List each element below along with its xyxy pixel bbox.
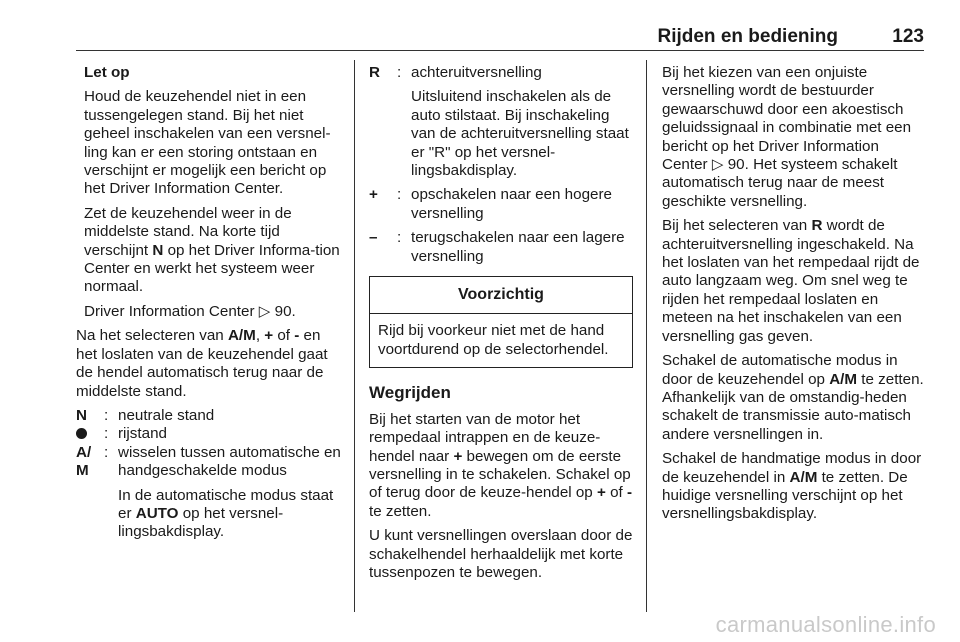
paragraph-skip: U kunt versnellingen overslaan door de schakelhendel herhaaldelijk met korte tussenpozen te bewegen. [369,527,633,581]
column-2 [369,64,633,588]
chapter-title: Rijden en bediening [657,26,838,47]
lever-positions-list [76,407,342,548]
def-am: A/ M : wisselen tussen automatische en handgeschakelde modus In de automatische modus staat er AUTO op het versnel‐lingsbakdisplay. [76,443,341,541]
def-d: : rijstand [76,425,342,443]
caution-box [369,276,633,368]
column-3 [662,64,928,530]
header-rule [76,50,924,51]
gear-keys-list [369,64,633,272]
caution-text: Rijd bij voorkeur niet met de hand voortdurend op de selectorhendel. [378,322,609,358]
def-n: N : neutrale stand [76,406,215,424]
page-ref-icon: ▷ [258,302,271,320]
paragraph-manual-mode: Schakel de handmatige modus in door de keuzehendel in A/M te zetten. De huidige versnelling verschijnt op het versnellingsbakdisplay. [662,450,922,523]
section-title: Wegrijden [369,383,451,403]
note-paragraph-2: Zet de keuzehendel weer in de middelste stand. Na korte tijd verschijnt N op het Driver Informa‐tion Center en werkt het systeem weer normaal. [84,204,340,296]
caution-title: Voorzichtig [370,277,632,314]
page-header [76,26,924,48]
def-r: R : achteruitversnelling Uitsluitend inschakelen als de auto stilstaat. Bij inschakeling van de achteruitversnelling staat er "R" op het versnel‐lingsbakdisplay. [369,64,629,180]
paragraph-warning: Bij het kiezen van een onjuiste versnelling wordt de bestuurder gewaarschuwd door een akoestisch geluidssignaal in combinatie met een bericht op het Driver Information Center ▷ 90. Het systeem schakelt automatisch terug naar de meest geschikte versnelling. [662,64,912,210]
paragraph-reverse: Bij het selecteren van R wordt de achteruitversnelling ingeschakeld. Na het loslaten van het rempedaal rijdt de auto langzaam weg. Om snel weg te rijden het rempedaal loslaten en meteen na het inschakelen van een versnelling gas geven. [662,217,920,345]
note-block [76,64,342,321]
def-plus: + : opschakelen naar een hogere versnelling [369,186,612,222]
note-title: Let op [84,64,130,81]
paragraph-release: Na het selecteren van A/M, + of - en het loslaten van de keuzehendel gaat de hendel automatisch terug naar de middelste stand. [76,327,328,400]
note-paragraph-1: Houd de keuzehendel niet in een tussengelegen stand. Bij het niet geheel inschakelen van een versnel‐ling kan er een storing ontstaan en verschijnt er mogelijk een bericht op het Driver Information Center. [84,88,331,198]
column-divider-1 [354,60,355,612]
def-minus: – : terugschakelen naar een lagere versnelling [369,229,625,265]
watermark: carmanualsonline.info [715,612,936,637]
page-ref-icon: ▷ [711,156,724,174]
paragraph-auto-mode: Schakel de automatische modus in door de keuzehendel op A/M te zetten. Afhankelijk van de omstandig‐heden schakelt de transmissie auto‐matisch andere versnellingen in. [662,352,924,443]
paragraph-start: Bij het starten van de motor het rempedaal intrappen en de keuze‐hendel naar + bewegen om de eerste versnelling in te schakelen. Schakel op of terug door de keuze‐hendel op + of - te zetten. [369,410,633,520]
page-number: 123 [892,26,924,47]
column-1 [76,64,342,548]
drive-dot-icon [76,428,87,439]
column-divider-2 [646,60,647,612]
note-paragraph-3: Driver Information Center ▷ 90. [84,302,296,320]
